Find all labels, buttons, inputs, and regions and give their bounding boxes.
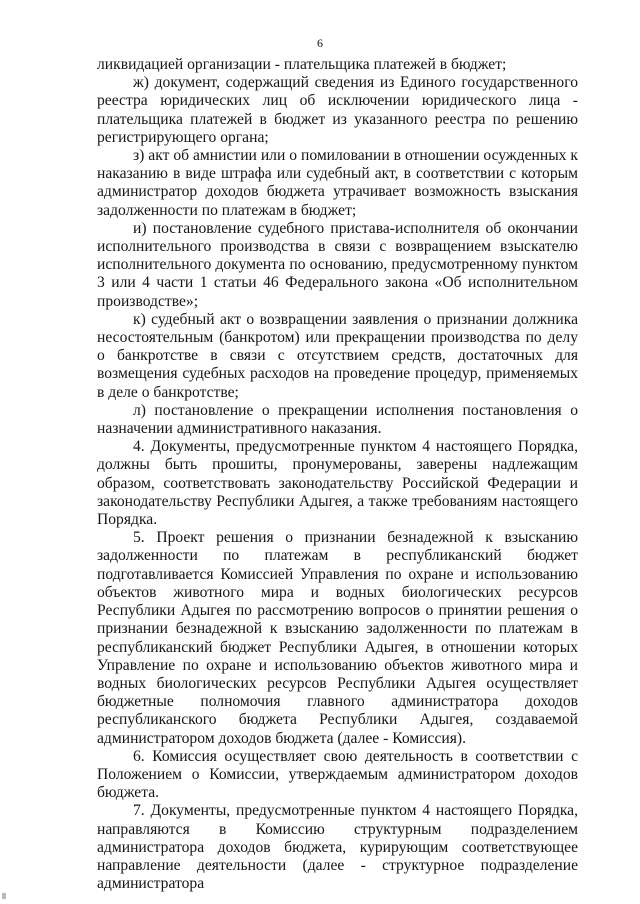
paragraph-clause-5: 5. Проект решения о признании безнадежной к взысканию задолженности по платежам в республиканский бюджет подготавливается Комиссией Управления по охране и использованию объектов животного мира и водных биологических ресурсов Республики Адыгея по рассмотрению вопросов о принятии решения о признании безнадежной к взысканию задолженности по платежам в республиканский бюджет Республики Адыгея, в отношении которых Управление по охране и использованию объектов животного мира и водных биологических ресурсов Республики Адыгея осуществляет бюджетные полномочия главного администратора доходов республиканского бюджета Республики Адыгея, создаваемой администратором доходов бюджета (далее - Комиссия).	[97, 529, 578, 747]
page-number: 6	[317, 36, 323, 50]
paragraph-item-i: и) постановление судебного пристава-исполнителя об окончании исполнительного производства в связи с возвращением взыскателю исполнительного документа по основанию, предусмотренному пунктом 3 или 4 части 1 статьи 46 Федерального закона «Об исполнительном производстве»;	[97, 219, 578, 310]
paragraph-item-l: л) постановление о прекращении исполнения постановления о назначении административного наказания.	[97, 401, 578, 438]
paragraph-item-z: з) акт об амнистии или о помиловании в отношении осужденных к наказанию в виде штрафа или судебный акт, в соответствии с которым администратор доходов бюджета утрачивает возможность взыскания задолженности по платежам в бюджет;	[97, 147, 578, 219]
paragraph-item-zh: ж) документ, содержащий сведения из Единого государственного реестра юридических лиц об исключении юридического лица - плательщика платежей в бюджет из указанного реестра по решению регистрирующего органа;	[97, 74, 578, 146]
paragraph-item-k: к) судебный акт о возвращении заявления о признании должника несостоятельным (банкротом) или прекращении производства по делу о банкротстве в связи с отсутствием средств, достаточных для возмещения судебных расходов на проведение процедур, применяемых в деле о банкротстве;	[97, 310, 578, 401]
paragraph-clause-6: 6. Комиссия осуществляет свою деятельность в соответствии с Положением о Комиссии, утверждаемым администратором доходов бюджета.	[97, 747, 578, 802]
document-body	[97, 56, 578, 893]
paragraph-clause-7: 7. Документы, предусмотренные пунктом 4 настоящего Порядка, направляются в Комиссию структурным подразделением администратора доходов бюджета, курирующим соответствующее направление деятельности (далее - структурное подразделение администратора	[97, 802, 578, 893]
scan-artifact	[2, 893, 6, 899]
paragraph-clause-4: 4. Документы, предусмотренные пунктом 4 настоящего Порядка, должны быть прошиты, пронумерованы, заверены надлежащим образом, соответствовать законодательству Российской Федерации и законодательству Республики Адыгея, а также требованиям настоящего Порядка.	[97, 438, 578, 529]
paragraph-continuation: ликвидацией организации - плательщика платежей в бюджет;	[97, 56, 507, 73]
